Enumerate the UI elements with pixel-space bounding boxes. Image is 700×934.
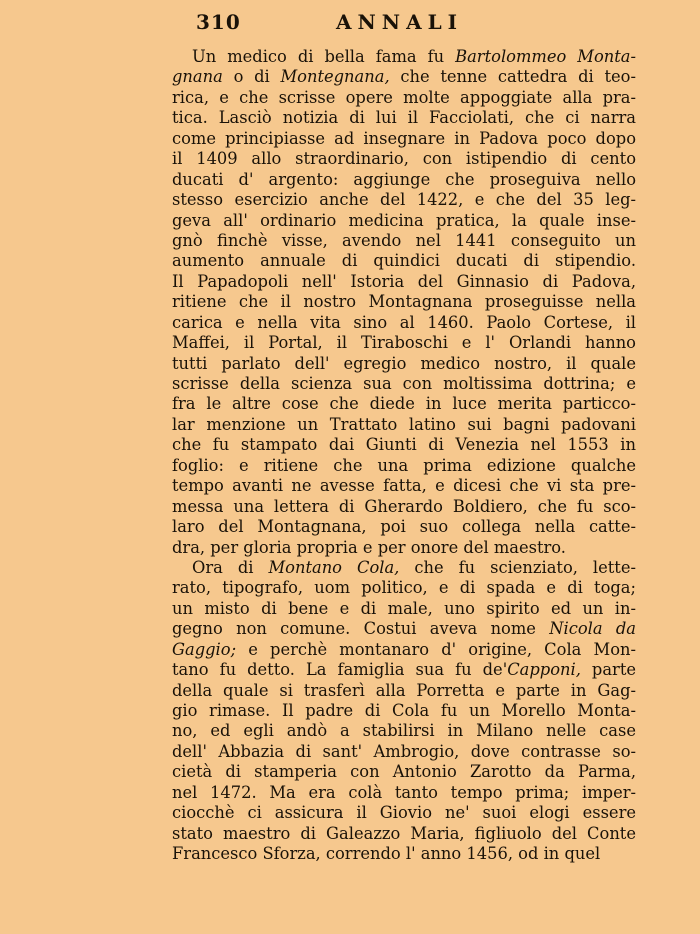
- italic-text: Gaggio;: [172, 639, 237, 659]
- text-line: [172, 354, 636, 374]
- text-line: [172, 67, 636, 87]
- italic-text: Montano Cola,: [268, 557, 400, 577]
- text-run: e perchè montanaro d' origine, Cola Mon-: [236, 639, 636, 659]
- text-run: Un medico di bella fama fu: [192, 47, 456, 66]
- text-run: dra, per gloria propria e per onore del maestro.: [172, 537, 566, 557]
- text-run: Maffei, il Portal, il Tiraboschi e l' Orlandi hanno: [172, 333, 636, 353]
- text-run: scrisse della scienza sua con moltissima dottrina; e: [172, 374, 636, 393]
- text-run: ritiene che il nostro Montagnana proseguisse nella: [172, 292, 636, 312]
- text-line: [172, 272, 636, 292]
- text-run: nel 1472. Ma era colà tanto tempo prima; imper-: [172, 782, 636, 802]
- text-run: messa una lettera di Gherardo Boldiero, che fu sco-: [172, 496, 636, 516]
- text-line: [172, 660, 636, 680]
- text-run: laro del Montagnana, poi suo collega nella catte-: [172, 517, 636, 537]
- text-line: [172, 394, 636, 414]
- text-line: [172, 517, 636, 537]
- text-run: o di: [222, 67, 281, 87]
- text-line: [172, 578, 636, 598]
- italic-text: gnana: [172, 67, 223, 87]
- text-run: tutti parlato dell' egregio medico nostro, il quale: [172, 353, 636, 373]
- text-line: [172, 415, 636, 435]
- text-run: che fu scienziato, lette-: [399, 557, 636, 577]
- text-run: stato maestro di Galeazzo Maria, figliuolo del Conte: [172, 823, 636, 843]
- text-line: [172, 824, 636, 844]
- text-line: [172, 476, 636, 496]
- text-line: [172, 313, 636, 333]
- text-line: [172, 231, 636, 251]
- text-run: parte: [580, 660, 636, 680]
- text-line: [172, 333, 636, 353]
- text-line: [172, 292, 636, 312]
- page-header: [196, 10, 636, 38]
- text-run: aumento annuale di quindici ducati di stipendio.: [172, 251, 636, 271]
- text-run: rica, e che scrisse opere molte appoggiate alla pra-: [172, 87, 636, 107]
- text-run: lar menzione un Trattato latino sui bagni padovani: [172, 414, 636, 434]
- text-line: [172, 599, 636, 619]
- text-run: gnò finchè visse, avendo nel 1441 conseguito un: [172, 230, 636, 250]
- text-line: [172, 558, 636, 578]
- text-line: [172, 803, 636, 823]
- page-number: 310: [196, 10, 241, 34]
- text-line: [172, 211, 636, 231]
- text-run: come principiasse ad insegnare in Padova poco dopo: [172, 128, 636, 148]
- text-run: geva all' ordinario medicina pratica, la quale inse-: [172, 210, 636, 230]
- text-line: [172, 681, 636, 701]
- text-line: [172, 170, 636, 190]
- text-line: [172, 129, 636, 149]
- text-run: stesso esercizio anche del 1422, e che del 35 leg-: [172, 190, 636, 210]
- text-line: [172, 762, 636, 782]
- text-run: che tenne cattedra di teo-: [389, 67, 636, 87]
- text-run: rato, tipografo, uom politico, e di spada e di toga;: [172, 578, 636, 598]
- text-run: tano fu detto. La famiglia sua fu de': [172, 660, 508, 680]
- text-line: [172, 149, 636, 169]
- text-run: Ora di: [192, 557, 269, 577]
- text-line: [172, 742, 636, 762]
- text-line: [172, 619, 636, 639]
- text-line: [172, 108, 636, 128]
- italic-text: Nicola da: [549, 619, 636, 639]
- text-run: gio rimase. Il padre di Cola fu un Morello Monta-: [172, 701, 636, 720]
- text-line: [172, 374, 636, 394]
- text-run: gegno non comune. Costui aveva nome: [172, 619, 550, 639]
- text-run: della quale si trasferì alla Porretta e parte in Gag-: [172, 680, 636, 700]
- text-run: fra le altre cose che diede in luce merita particco-: [172, 394, 636, 414]
- italic-text: Montegnana,: [280, 67, 390, 87]
- text-run: foglio: e ritiene che una prima edizione qualche: [172, 455, 636, 475]
- text-run: ciocchè ci assicura il Giovio ne' suoi elogi essere: [172, 803, 636, 823]
- italic-text: Capponi,: [507, 660, 581, 680]
- running-title: ANNALI: [336, 10, 464, 34]
- text-run: tica. Lasciò notizia di lui il Facciolati, che ci narra: [172, 108, 636, 128]
- text-line: [172, 435, 636, 455]
- text-run: dell' Abbazia di sant' Ambrogio, dove contrasse so-: [172, 741, 636, 761]
- italic-text: Bartolommeo Monta-: [455, 47, 636, 66]
- text-run: Francesco Sforza, correndo l' anno 1456, od in quel: [172, 844, 601, 864]
- text-run: tempo avanti ne avesse fatta, e dicesi che vi sta pre-: [172, 476, 636, 496]
- text-line: [172, 88, 636, 108]
- text-run: carica e nella vita sino al 1460. Paolo Cortese, il: [172, 312, 636, 332]
- text-line: [172, 538, 636, 558]
- body-text: [172, 47, 636, 865]
- text-line: [172, 721, 636, 741]
- text-line: [172, 497, 636, 517]
- text-line: [172, 47, 636, 67]
- text-line: [172, 640, 636, 660]
- text-run: no, ed egli andò a stabilirsi in Milano nelle case: [172, 721, 636, 741]
- text-line: [172, 251, 636, 271]
- text-line: [172, 783, 636, 803]
- text-run: ducati d' argento: aggiunge che proseguiva nello: [172, 169, 636, 189]
- text-line: [172, 190, 636, 210]
- text-run: il 1409 allo straordinario, con istipendio di cento: [172, 149, 636, 169]
- text-run: Il Papadopoli nell' Istoria del Ginnasio di Padova,: [172, 271, 636, 291]
- text-line: [172, 701, 636, 721]
- text-run: cietà di stamperia con Antonio Zarotto da Parma,: [172, 762, 636, 782]
- text-line: [172, 456, 636, 476]
- text-run: che fu stampato dai Giunti di Venezia nel 1553 in: [172, 435, 636, 455]
- text-run: un misto di bene e di male, uno spirito ed un in-: [172, 598, 636, 618]
- text-line: [172, 844, 636, 864]
